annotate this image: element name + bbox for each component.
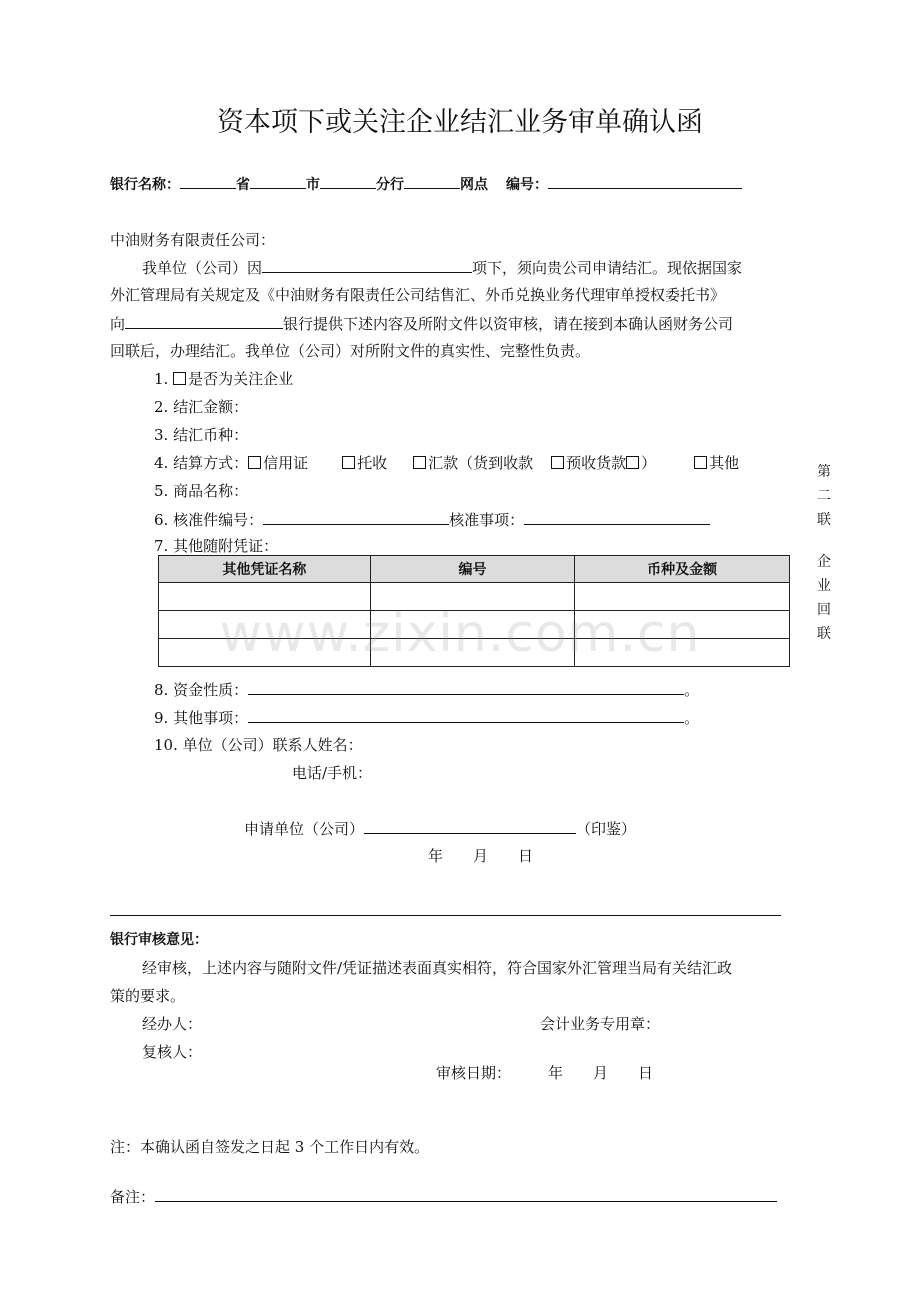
col-number: 编号 bbox=[370, 556, 575, 583]
other-checkbox[interactable] bbox=[694, 456, 707, 469]
section-divider bbox=[110, 915, 781, 916]
bank-line bbox=[110, 172, 742, 194]
bank-review-heading: 银行审核意见： bbox=[110, 932, 208, 948]
item-8 bbox=[154, 678, 699, 700]
side-char: 二 bbox=[817, 488, 831, 504]
option-text: 汇款（货到收款 bbox=[428, 454, 534, 472]
item-text: 6. 核准件编号： bbox=[154, 511, 264, 529]
table-cell[interactable] bbox=[370, 611, 575, 639]
body-line-3 bbox=[110, 312, 733, 334]
branch-label: 分行 bbox=[376, 177, 404, 193]
item-2: 2. 结汇金额： bbox=[154, 398, 249, 416]
bank-review-text-2: 策的要求。 bbox=[110, 987, 186, 1005]
applicant-line bbox=[244, 817, 636, 839]
option-text: 其他 bbox=[709, 454, 740, 472]
review-date: 年 月 日 bbox=[548, 1064, 654, 1082]
addressee: 中油财务有限责任公司： bbox=[110, 231, 276, 249]
table-row bbox=[159, 639, 790, 667]
voucher-table bbox=[158, 555, 790, 667]
item-10: 10. 单位（公司）联系人姓名： bbox=[154, 736, 363, 754]
table-cell[interactable] bbox=[575, 583, 790, 611]
number-label: 编号： bbox=[506, 177, 548, 193]
body-text: 银行提供下述内容及所附文件以资审核，请在接到本确认函财务公司 bbox=[283, 315, 734, 333]
bank-name-label: 银行名称： bbox=[110, 177, 180, 193]
option-text: 托收 bbox=[357, 454, 388, 472]
body-line-1 bbox=[142, 256, 742, 278]
end-mark: 。 bbox=[684, 709, 700, 727]
item-1 bbox=[154, 368, 293, 389]
branch-blank[interactable] bbox=[320, 172, 376, 189]
side-label-copy bbox=[816, 460, 832, 532]
lc-checkbox[interactable] bbox=[248, 456, 261, 469]
side-char: 企 bbox=[817, 554, 831, 570]
province-label: 省 bbox=[236, 177, 250, 193]
page-title: 资本项下或关注企业结汇业务审单确认函 bbox=[217, 107, 703, 138]
remarks-line bbox=[110, 1185, 777, 1207]
bank-review-text-1: 经审核，上述内容与随附文件/凭证描述表面真实相符，符合国家外汇管理当局有关结汇政 bbox=[142, 959, 733, 977]
validity-note: 注：本确认函自签发之日起 3 个工作日内有效。 bbox=[110, 1138, 430, 1156]
table-cell[interactable] bbox=[159, 611, 371, 639]
item-text: 4. 结算方式： bbox=[154, 454, 249, 472]
prepayment-checkbox[interactable] bbox=[551, 456, 564, 469]
item-7: 7. 其他随附凭证： bbox=[154, 537, 279, 555]
side-label-return bbox=[816, 550, 832, 646]
outlet-label: 网点 bbox=[460, 177, 488, 193]
body-line-4: 回联后，办理结汇。我单位（公司）对所附文件的真实性、完整性负责。 bbox=[110, 342, 591, 360]
table-row bbox=[159, 611, 790, 639]
item-10-phone: 电话/手机： bbox=[292, 764, 373, 782]
province-blank[interactable] bbox=[180, 172, 236, 189]
table-header-row bbox=[159, 556, 790, 583]
fund-nature-blank[interactable] bbox=[248, 678, 684, 695]
body-text: 项下，须向贵公司申请结汇。现依据国家 bbox=[472, 259, 743, 277]
collection-checkbox[interactable] bbox=[342, 456, 355, 469]
body-text: 向 bbox=[110, 315, 126, 333]
item-3: 3. 结汇币种： bbox=[154, 426, 249, 444]
item-text: 8. 资金性质： bbox=[154, 681, 249, 699]
remarks-label: 备注： bbox=[110, 1188, 156, 1206]
approval-number-blank[interactable] bbox=[263, 508, 449, 525]
bank-blank[interactable] bbox=[125, 312, 283, 329]
item-5: 5. 商品名称： bbox=[154, 482, 249, 500]
item-text: 9. 其他事项： bbox=[154, 709, 249, 727]
purpose-blank[interactable] bbox=[262, 256, 472, 273]
col-currency-amount: 币种及金额 bbox=[575, 556, 790, 583]
city-label: 市 bbox=[306, 177, 320, 193]
table-cell[interactable] bbox=[370, 583, 575, 611]
side-char: 第 bbox=[817, 464, 831, 480]
table-cell[interactable] bbox=[370, 639, 575, 667]
city-blank[interactable] bbox=[250, 172, 306, 189]
item-text: 是否为关注企业 bbox=[188, 370, 294, 388]
option-text: ） bbox=[641, 454, 657, 472]
item-6 bbox=[154, 508, 710, 530]
seal-label: （印鉴） bbox=[576, 820, 637, 838]
approval-item-blank[interactable] bbox=[524, 508, 710, 525]
number-blank[interactable] bbox=[548, 172, 742, 189]
remarks-blank[interactable] bbox=[155, 1185, 777, 1202]
item-4 bbox=[154, 452, 739, 473]
side-char: 业 bbox=[817, 578, 831, 594]
other-matters-blank[interactable] bbox=[248, 706, 684, 723]
applicant-blank[interactable] bbox=[364, 817, 576, 834]
col-voucher-name: 其他凭证名称 bbox=[159, 556, 371, 583]
table-cell[interactable] bbox=[575, 639, 790, 667]
body-line-2: 外汇管理局有关规定及《中油财务有限责任公司结售汇、外币兑换业务代理审单授权委托书》 bbox=[110, 286, 726, 304]
table-cell[interactable] bbox=[159, 639, 371, 667]
option-text: 信用证 bbox=[263, 454, 309, 472]
side-char: 联 bbox=[817, 626, 831, 642]
body-text: 我单位（公司）因 bbox=[142, 259, 263, 277]
prepayment-inner-checkbox[interactable] bbox=[626, 456, 639, 469]
focus-enterprise-checkbox[interactable] bbox=[173, 372, 186, 385]
remittance-checkbox[interactable] bbox=[413, 456, 426, 469]
applicant-label: 申请单位（公司） bbox=[244, 820, 365, 838]
table-row bbox=[159, 583, 790, 611]
end-mark: 。 bbox=[684, 681, 700, 699]
handler-label: 经办人： bbox=[142, 1015, 203, 1033]
item-number: 1. bbox=[154, 370, 169, 388]
reviewer-label: 复核人： bbox=[142, 1043, 203, 1061]
table-cell[interactable] bbox=[575, 611, 790, 639]
applicant-date: 年 月 日 bbox=[428, 847, 534, 865]
outlet-blank[interactable] bbox=[404, 172, 460, 189]
side-char: 回 bbox=[817, 602, 831, 618]
option-text: 预收货款 bbox=[566, 454, 627, 472]
accounting-seal-label: 会计业务专用章： bbox=[540, 1015, 661, 1033]
table-cell[interactable] bbox=[159, 583, 371, 611]
item-text: 核准事项： bbox=[449, 511, 525, 529]
side-char: 联 bbox=[817, 512, 831, 528]
watermark: www.zixin.com.cn bbox=[219, 604, 701, 664]
item-9 bbox=[154, 706, 699, 728]
review-date-label: 审核日期： bbox=[436, 1064, 512, 1082]
